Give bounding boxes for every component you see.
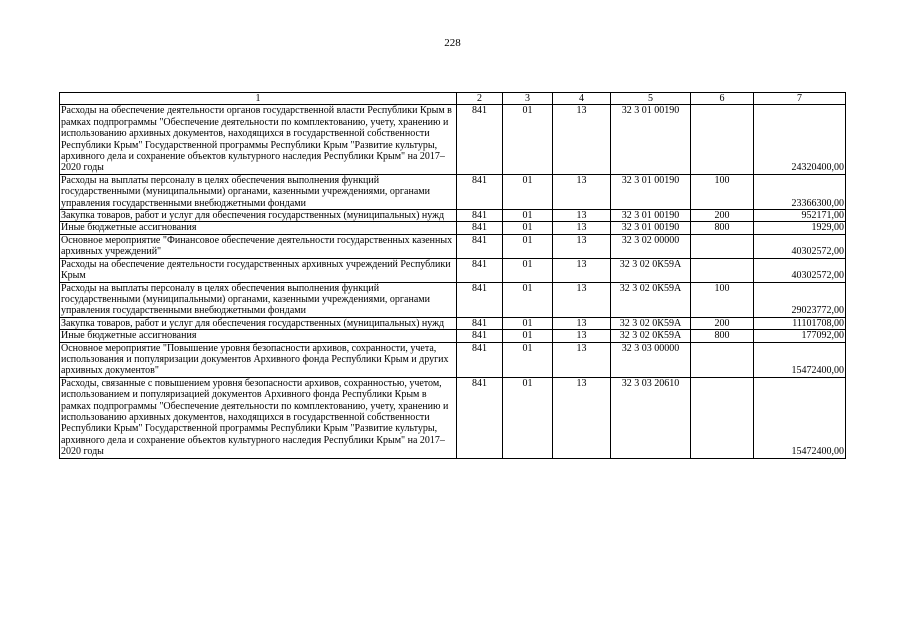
table-row xyxy=(60,222,846,234)
table-row xyxy=(60,330,846,342)
cell-vr: 100 xyxy=(691,174,754,209)
cell-rz: 01 xyxy=(503,342,553,377)
cell-name: Расходы, связанные с повышением уровня безопасности архивов, сохранностью, учетом, использованием и популяризацией документов Архивного фонда Республики Крым в рамках подпрограммы "Обеспечение деятельности по комплектованию, учету, хранению и использованию архивных документов, находящихся в государственной собственности Республики Крым" Государственной программы Республики Крым "Развитие культуры, архивного дела и сохранение объектов культурного наследия Республики Крым" на 2017–2020 годы xyxy=(60,377,457,458)
cell-pr: 13 xyxy=(553,282,611,317)
cell-gr: 841 xyxy=(457,222,503,234)
cell-sum: 40302572,00 xyxy=(754,234,846,258)
header-col-3: 3 xyxy=(503,93,553,105)
cell-csr: 32 3 02 0К59А xyxy=(611,317,691,329)
cell-gr: 841 xyxy=(457,342,503,377)
table-row xyxy=(60,377,846,458)
cell-rz: 01 xyxy=(503,317,553,329)
cell-vr xyxy=(691,342,754,377)
cell-sum: 40302572,00 xyxy=(754,258,846,282)
cell-gr: 841 xyxy=(457,174,503,209)
cell-rz: 01 xyxy=(503,210,553,222)
cell-vr xyxy=(691,105,754,174)
cell-name: Основное мероприятие "Финансовое обеспечение деятельности государственных казенных архивных учреждений" xyxy=(60,234,457,258)
cell-pr: 13 xyxy=(553,174,611,209)
table-row xyxy=(60,317,846,329)
cell-rz: 01 xyxy=(503,377,553,458)
cell-vr: 100 xyxy=(691,282,754,317)
cell-csr: 32 3 03 00000 xyxy=(611,342,691,377)
cell-pr: 13 xyxy=(553,377,611,458)
cell-vr: 200 xyxy=(691,317,754,329)
cell-sum: 177092,00 xyxy=(754,330,846,342)
cell-vr: 200 xyxy=(691,210,754,222)
cell-rz: 01 xyxy=(503,282,553,317)
cell-vr xyxy=(691,234,754,258)
page-number: 228 xyxy=(444,37,461,49)
cell-rz: 01 xyxy=(503,234,553,258)
cell-csr: 32 3 02 0К59А xyxy=(611,282,691,317)
budget-table xyxy=(59,92,846,459)
cell-name: Иные бюджетные ассигнования xyxy=(60,222,457,234)
cell-name: Закупка товаров, работ и услуг для обеспечения государственных (муниципальных) нужд xyxy=(60,317,457,329)
cell-pr: 13 xyxy=(553,210,611,222)
cell-rz: 01 xyxy=(503,222,553,234)
cell-sum: 15472400,00 xyxy=(754,377,846,458)
table-row xyxy=(60,282,846,317)
header-col-5: 5 xyxy=(611,93,691,105)
cell-gr: 841 xyxy=(457,317,503,329)
cell-pr: 13 xyxy=(553,317,611,329)
cell-vr: 800 xyxy=(691,222,754,234)
cell-pr: 13 xyxy=(553,342,611,377)
cell-rz: 01 xyxy=(503,174,553,209)
table-row xyxy=(60,210,846,222)
cell-gr: 841 xyxy=(457,210,503,222)
header-col-4: 4 xyxy=(553,93,611,105)
cell-rz: 01 xyxy=(503,330,553,342)
cell-rz: 01 xyxy=(503,258,553,282)
cell-pr: 13 xyxy=(553,222,611,234)
cell-name: Расходы на выплаты персоналу в целях обеспечения выполнения функций государственными (муниципальными) органами, казенными учреждениями, органами управления государственными внебюджетными фондами xyxy=(60,282,457,317)
table-row xyxy=(60,174,846,209)
cell-sum: 15472400,00 xyxy=(754,342,846,377)
cell-name: Расходы на обеспечение деятельности органов государственной власти Республики Крым в рамках подпрограммы "Обеспечение деятельности по комплектованию, учету, хранению и использованию архивных документов, находящихся в государственной собственности Республики Крым" Государственной программы Республики Крым "Развитие культуры, архивного дела и сохранение объектов культурного наследия Республики Крым" на 2017–2020 годы xyxy=(60,105,457,174)
cell-vr xyxy=(691,258,754,282)
cell-name: Расходы на выплаты персоналу в целях обеспечения выполнения функций государственными (муниципальными) органами, казенными учреждениями, органами управления государственными внебюджетными фондами xyxy=(60,174,457,209)
header-col-6: 6 xyxy=(691,93,754,105)
cell-gr: 841 xyxy=(457,282,503,317)
cell-csr: 32 3 01 00190 xyxy=(611,222,691,234)
cell-csr: 32 3 01 00190 xyxy=(611,210,691,222)
cell-gr: 841 xyxy=(457,234,503,258)
cell-gr: 841 xyxy=(457,330,503,342)
table-row xyxy=(60,342,846,377)
cell-csr: 32 3 03 20610 xyxy=(611,377,691,458)
table-row xyxy=(60,105,846,174)
cell-vr xyxy=(691,377,754,458)
header-col-1: 1 xyxy=(60,93,457,105)
cell-sum: 1929,00 xyxy=(754,222,846,234)
header-col-7: 7 xyxy=(754,93,846,105)
cell-sum: 23366300,00 xyxy=(754,174,846,209)
cell-pr: 13 xyxy=(553,105,611,174)
cell-name: Расходы на обеспечение деятельности государственных архивных учреждений Республики Крым xyxy=(60,258,457,282)
cell-name: Закупка товаров, работ и услуг для обеспечения государственных (муниципальных) нужд xyxy=(60,210,457,222)
cell-pr: 13 xyxy=(553,234,611,258)
cell-pr: 13 xyxy=(553,258,611,282)
cell-csr: 32 3 01 00190 xyxy=(611,105,691,174)
cell-gr: 841 xyxy=(457,377,503,458)
cell-name: Основное мероприятие "Повышение уровня безопасности архивов, сохранности, учета, использования и популяризации документов Архивного фонда Республики Крым и других архивных документов" xyxy=(60,342,457,377)
cell-sum: 11101708,00 xyxy=(754,317,846,329)
cell-csr: 32 3 02 00000 xyxy=(611,234,691,258)
cell-csr: 32 3 02 0К59А xyxy=(611,258,691,282)
cell-vr: 800 xyxy=(691,330,754,342)
table-row xyxy=(60,234,846,258)
cell-csr: 32 3 02 0К59А xyxy=(611,330,691,342)
cell-pr: 13 xyxy=(553,330,611,342)
cell-gr: 841 xyxy=(457,105,503,174)
cell-name: Иные бюджетные ассигнования xyxy=(60,330,457,342)
cell-gr: 841 xyxy=(457,258,503,282)
cell-sum: 952171,00 xyxy=(754,210,846,222)
table-row xyxy=(60,258,846,282)
cell-csr: 32 3 01 00190 xyxy=(611,174,691,209)
cell-sum: 29023772,00 xyxy=(754,282,846,317)
header-row xyxy=(60,93,846,105)
header-col-2: 2 xyxy=(457,93,503,105)
cell-sum: 24320400,00 xyxy=(754,105,846,174)
cell-rz: 01 xyxy=(503,105,553,174)
